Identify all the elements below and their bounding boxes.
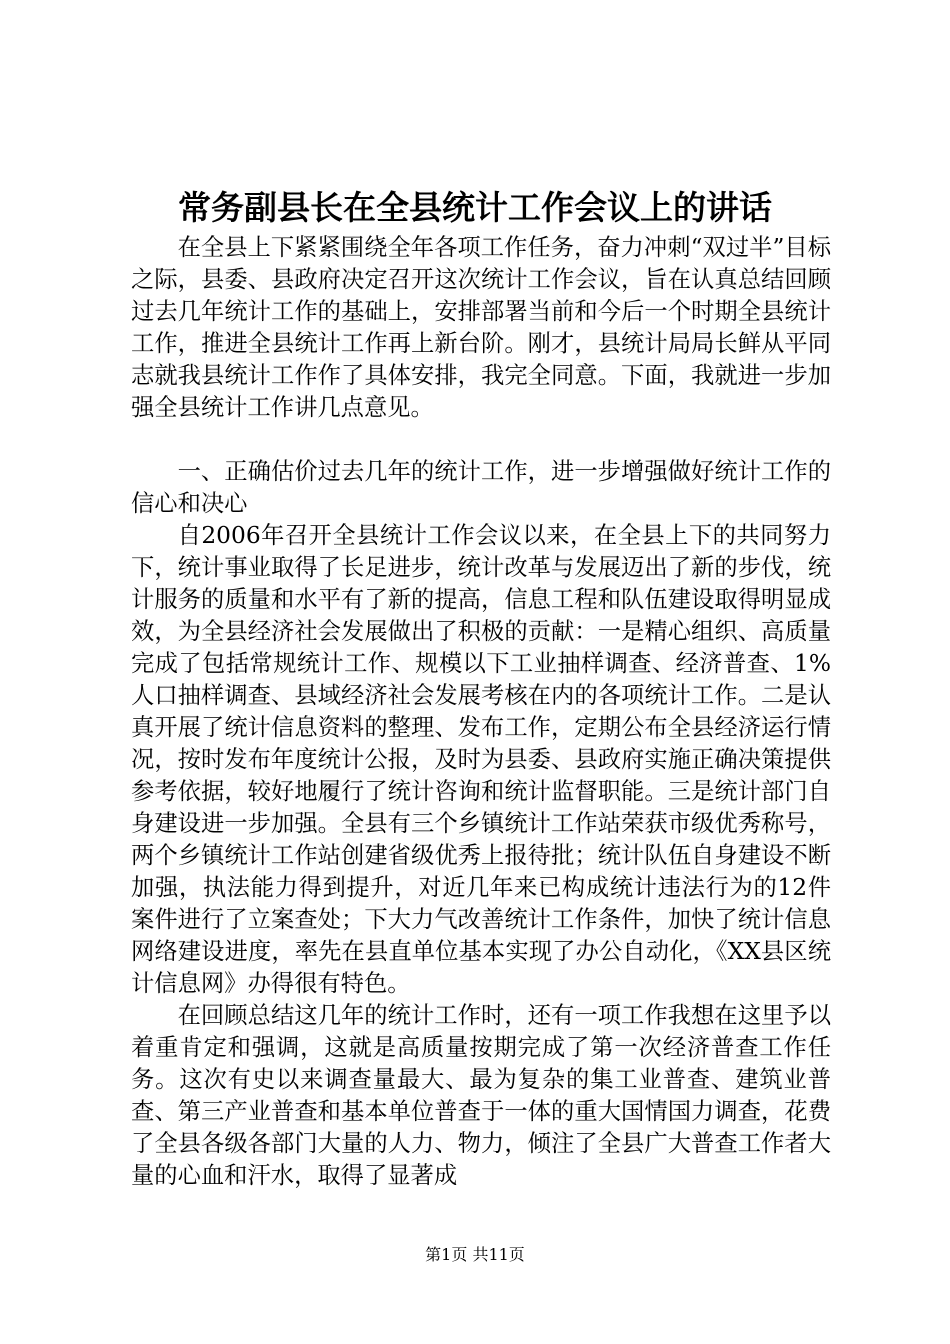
- document-title: 常务副县长在全县统计工作会议上的讲话: [178, 188, 772, 227]
- paragraph-spacer: [131, 424, 831, 456]
- document-body: [131, 232, 831, 1192]
- paragraph-census: 在回顾总结这几年的统计工作时，还有一项工作我想在这里予以着重肯定和强调，这就是高质量按期完成了第一次经济普查工作任务。这次有史以来调查量最大、最为复杂的集工业普查、建筑业普查、第三产业普查和基本单位普查于一体的重大国情国力调查，花费了全县各级各部门大量的人力、物力，倾注了全县广大普查工作者大量的心血和汗水，取得了显著成: [131, 1002, 831, 1189]
- page-footer: 第1页 共11页: [425, 1245, 525, 1264]
- paragraph-achievements: 自2006年召开全县统计工作会议以来，在全县上下的共同努力下，统计事业取得了长足进步，统计改革与发展迈出了新的步伐，统计服务的质量和水平有了新的提高，信息工程和队伍建设取得明显成效，为全县经济社会发展做出了积极的贡献：一是精心组织、高质量完成了包括常规统计工作、规模以下工业抽样调查、经济普查、1%人口抽样调查、县域经济社会发展考核在内的各项统计工作。二是认真开展了统计信息资料的整理、发布工作，定期公布全县经济运行情况，按时发布年度统计公报，及时为县委、县政府实施正确决策提供参考依据，较好地履行了统计咨询和统计监督职能。三是统计部门自身建设进一步加强。全县有三个乡镇统计工作站荣获市级优秀称号，两个乡镇统计工作站创建省级优秀上报待批；统计队伍自身建设不断加强，执法能力得到提升，对近几年来已构成统计违法行为的12件案件进行了立案查处；下大力气改善统计工作条件，加快了统计信息网络建设进度，率先在县直单位基本实现了办公自动化，《XX县区统计信息网》办得很有特色。: [131, 522, 831, 997]
- paragraph-intro: 在全县上下紧紧围绕全年各项工作任务，奋力冲刺“双过半”目标之际，县委、县政府决定召开这次统计工作会议，旨在认真总结回顾过去几年统计工作的基础上，安排部署当前和今后一个时期全县统计工作，推进全县统计工作再上新台阶。刚才，县统计局局长鲜从平同志就我县统计工作作了具体安排，我完全同意。下面，我就进一步加强全县统计工作讲几点意见。: [131, 234, 831, 421]
- section-heading: 一、正确估价过去几年的统计工作，进一步增强做好统计工作的信心和决心: [131, 458, 831, 517]
